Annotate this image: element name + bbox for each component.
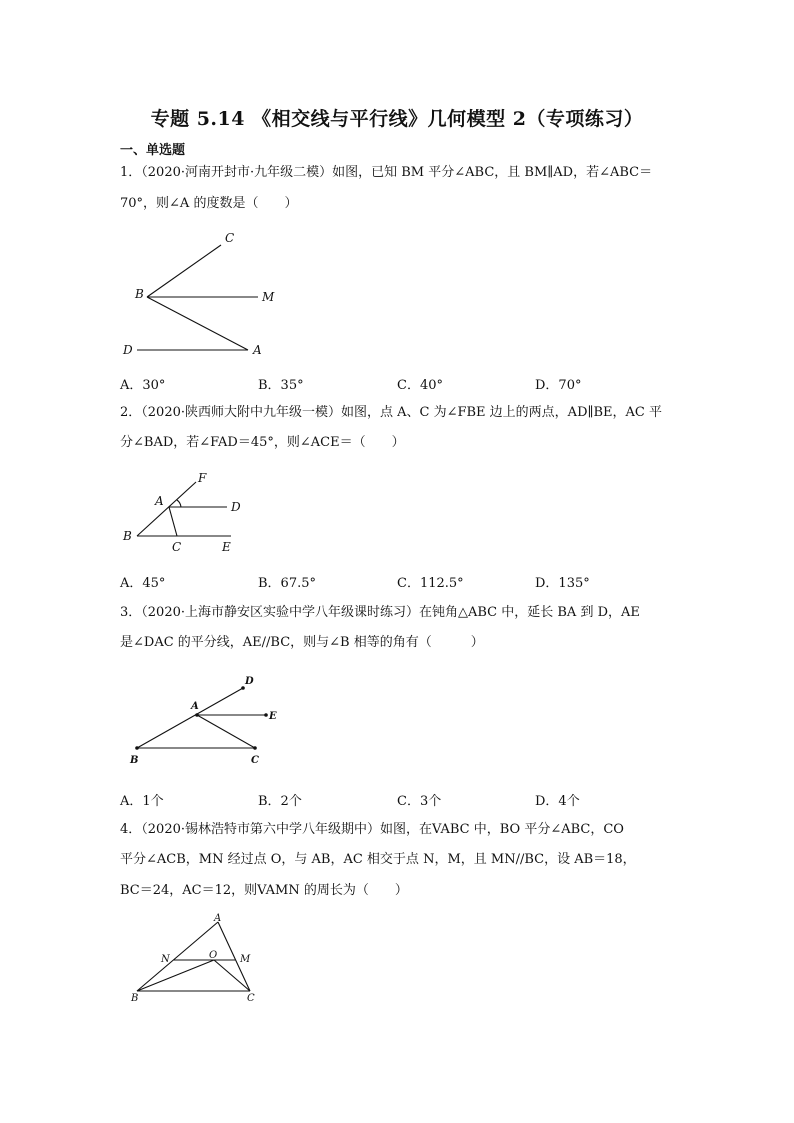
label-d: D (123, 343, 133, 357)
label-o: O (209, 950, 218, 961)
label-b: B (123, 529, 132, 543)
q1-option-b[interactable]: B．35° (258, 378, 304, 393)
q1-option-a[interactable]: A．30° (120, 378, 166, 393)
label-a: A (155, 494, 164, 508)
q1-option-c[interactable]: C．40° (397, 378, 443, 393)
q3-option-d[interactable]: D．4个 (535, 794, 580, 809)
label-e: E (269, 711, 277, 722)
label-d: D (231, 500, 241, 514)
segment-ab (137, 922, 218, 991)
label-m: M (262, 290, 275, 304)
q2-option-b[interactable]: B．67.5° (258, 576, 316, 591)
question-4-line-1: 4．（2020·锡林浩特市第六中学八年级期中）如图，在VABC 中，BO 平分∠ABC，CO (120, 822, 624, 837)
q3-option-c[interactable]: C．3个 (397, 794, 442, 809)
question-1-line-1: 1．（2020·河南开封市·九年级二模）如图，已知 BM 平分∠ABC，且 BM∥AD，若∠ABC＝ (120, 165, 653, 180)
label-c: C (247, 993, 255, 1004)
label-d: D (245, 676, 254, 687)
question-4-line-2: 平分∠ACB，MN 经过点 O，与 AB，AC 相交于点 N，M，且 MN//BC，设 AB＝18， (120, 852, 636, 867)
label-a: A (191, 701, 199, 712)
segment-bo (137, 960, 214, 991)
label-m: M (240, 954, 251, 965)
page-title: 专题 5.14 《相交线与平行线》几何模型 2（专项练习） (150, 108, 644, 130)
label-f: F (198, 471, 207, 485)
label-c: C (251, 755, 259, 766)
q2-option-d[interactable]: D．135° (535, 576, 590, 591)
label-e: E (222, 540, 231, 554)
label-c: C (225, 231, 235, 245)
label-b: B (135, 287, 144, 301)
q3-option-b[interactable]: B．2个 (258, 794, 302, 809)
label-b: B (131, 993, 139, 1004)
question-4-line-3: BC＝24，AC＝12，则VAMN 的周长为（ ） (120, 883, 408, 898)
question-1-line-2: 70°，则∠A 的度数是（ ） (120, 196, 298, 211)
label-b: B (130, 755, 139, 766)
q3-option-a[interactable]: A．1个 (120, 794, 164, 809)
section-heading: 一、单选题 (120, 143, 186, 158)
q1-option-d[interactable]: D．70° (535, 378, 582, 393)
label-c: C (172, 540, 182, 554)
question-3-line-1: 3．（2020·上海市静安区实验中学八年级课时练习）在钝角△ABC 中，延长 BA 到 D，AE (120, 605, 640, 620)
label-n: N (161, 954, 170, 965)
label-a: A (214, 913, 222, 924)
q2-option-c[interactable]: C．112.5° (397, 576, 464, 591)
question-3-line-2: 是∠DAC 的平分线，AE//BC，则与∠B 相等的角有（ ） (120, 635, 484, 650)
question-2-line-2: 分∠BAD，若∠FAD＝45°，则∠ACE＝（ ） (120, 435, 405, 450)
q2-option-a[interactable]: A．45° (120, 576, 166, 591)
question-2-line-1: 2．（2020·陕西师大附中九年级一模）如图，点 A、C 为∠FBE 边上的两点，AD∥BE，AC 平 (120, 405, 663, 420)
label-a: A (253, 343, 262, 357)
